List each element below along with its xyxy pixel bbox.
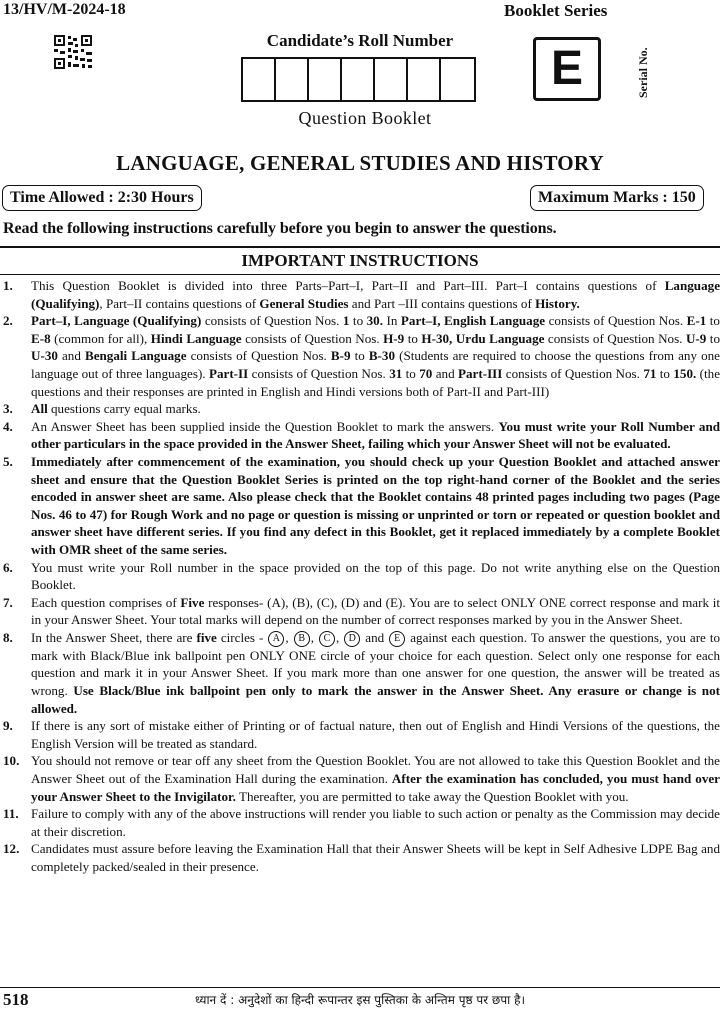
instruction-text: Thereafter, you are permitted to take away the Question Booklet with you. <box>235 788 629 804</box>
read-instructions-notice: Read the following instructions carefully before you begin to answer the questions. <box>3 220 557 237</box>
instruction-text: (the questions and their responses are printed in English and Hindi versions both of Part-II and Part-III) <box>31 365 720 399</box>
instruction-text: 70 <box>419 365 433 381</box>
instruction-text: and <box>432 365 458 381</box>
instruction-number: 3. <box>3 401 13 417</box>
answer-circle-icon: B <box>294 631 310 647</box>
instruction-text: B-9 <box>330 348 351 364</box>
instruction-text: to <box>706 313 720 329</box>
instruction-text: H-9 <box>383 330 405 346</box>
instruction-number: 10. <box>3 753 20 769</box>
instruction-item <box>0 717 720 752</box>
instruction-item <box>0 840 720 875</box>
instruction-text: (common for all), <box>50 330 151 346</box>
instruction-number: 8. <box>3 629 13 645</box>
instruction-item <box>0 453 720 559</box>
instruction-text: This Question Booklet is divided into three Parts–Part–I, Part–II and Part–III. Part–I contains questions of <box>31 278 665 293</box>
instruction-text: In <box>383 313 401 329</box>
instruction-text: B-30 <box>368 348 396 364</box>
instruction-text: consists of Question Nos. <box>201 313 343 329</box>
question-booklet-label: Question Booklet <box>298 108 432 128</box>
roll-digit-box[interactable] <box>276 59 309 100</box>
instruction-text: Failure to comply with any of the above instructions will render you liable to such action or penalty as the Commission may decide at their discretion. <box>31 806 720 839</box>
instruction-text: , <box>285 629 293 645</box>
instruction-text: Use Black/Blue ink ballpoint pen only to mark the answer in the Answer Sheet. Any erasure or change is not allowed. <box>31 683 720 716</box>
instruction-text: You should not remove or tear off any sheet from the Question Booklet. You are not allowed to take this Question Booklet and the Answer Sheet out of the Examination Hall during the examination. <box>31 753 720 787</box>
instruction-text: to <box>656 365 674 381</box>
roll-digit-box[interactable] <box>408 59 441 100</box>
instruction-text: U-30 <box>31 348 58 364</box>
serial-number-area <box>634 28 658 100</box>
answer-circle-icon: A <box>268 631 284 647</box>
instruction-text: Five <box>180 594 205 610</box>
instruction-text: 31 <box>389 365 403 381</box>
instruction-text: Hindi Language <box>150 330 242 346</box>
booklet-series-label: Booklet Series <box>504 1 608 20</box>
instruction-text: U-9 <box>685 330 707 346</box>
instructions-list <box>0 277 720 876</box>
roll-digit-box[interactable] <box>375 59 408 100</box>
instruction-text: consists of Question Nos. <box>186 348 331 364</box>
time-allowed-badge: Time Allowed : 2:30 Hours <box>2 185 202 211</box>
roll-digit-box[interactable] <box>243 59 276 100</box>
instruction-text: Part–I, English Language <box>400 313 546 329</box>
answer-circle-icon: E <box>389 631 405 647</box>
instruction-text: You must write your Roll Number and other particulars in the space provided in the Answer Sheet, failing which your Answer Sheet will not be evaluated. <box>31 418 720 452</box>
instruction-item <box>0 594 720 629</box>
hindi-translation-note: ध्यान दें : अनुदेशों का हिन्दी रूपान्तर इस पुस्तिका के अन्तिम पृष्ठ पर छपा है। <box>194 993 526 1007</box>
instruction-number: 5. <box>3 453 13 469</box>
instruction-text: consists of Question Nos. <box>502 365 644 381</box>
instruction-text: E-8 <box>31 330 51 346</box>
instruction-item <box>0 752 720 805</box>
divider <box>0 246 720 248</box>
instruction-text: against each question. To answer the questions, you are to mark with Black/Blue ink ballpoint pen ONLY ONE circle of your choice for each question. Select only one response for each question and mark it in your Answer Sheet. If you mark more than one answer for one question, the answer will be treated as wrong. <box>31 629 720 699</box>
instruction-text: You must write your Roll number in the space provided on the top of this page. Do not write anything else on the Question Booklet. <box>31 559 720 593</box>
instruction-text: responses- (A), (B), (C), (D) and (E). You are to select ONLY ONE correct response and mark it in your Answer Sheet. Your total marks will depend on the number of correct responses marked by you in the Answer Sheet. <box>31 594 720 628</box>
instruction-text: and <box>57 348 85 364</box>
instruction-text: Bengali Language <box>84 348 187 364</box>
instruction-text: Candidates must assure before leaving the Examination Hall that their Answer Sheets will be kept in Self Adhesive LDPE Bag and completely packed/sealed in their presence. <box>31 841 720 874</box>
instruction-text: History. <box>535 295 580 311</box>
instruction-number: 2. <box>3 313 13 329</box>
instruction-number: 12. <box>3 841 20 857</box>
instruction-text: consists of Question Nos. <box>544 330 686 346</box>
instruction-text: and Part –III contains questions of <box>348 295 536 311</box>
instruction-text: to <box>404 330 422 346</box>
instruction-text: 30. <box>366 313 383 329</box>
instruction-text: to <box>350 348 369 364</box>
instruction-text: E-1 <box>686 313 707 329</box>
page-number: 518 <box>3 990 29 1009</box>
instruction-text: and <box>361 629 389 645</box>
instruction-text: to <box>402 365 420 381</box>
instruction-number: 7. <box>3 594 13 610</box>
instruction-item <box>0 805 720 840</box>
instruction-text: to <box>706 330 720 346</box>
instruction-text: Immediately after commencement of the examination, you should check up your Question Booklet and attached answer sheet and ensure that the Question Booklet Series is printed on the top right-hand corner of the Booklet and the series encoded in answer sheet are same. Also please check that the Booklet contains 48 printed pages including two pages (Page Nos. 46 to 47) for Rough Work and no page or question is missing or unprinted or torn or repeated or question booklet and answer sheet have different series. If you find any defect in this Booklet, get it replaced immediately by a complete Booklet with OMR sheet of the same series. <box>31 453 720 557</box>
instruction-number: 1. <box>3 278 13 293</box>
instruction-text: 150. <box>673 365 697 381</box>
instruction-item <box>0 400 720 418</box>
instruction-text: (Students are required to choose the questions from any one language out of three languages). <box>31 348 720 381</box>
roll-number-boxes <box>241 57 476 102</box>
instruction-number: 9. <box>3 718 13 734</box>
instruction-text: In the Answer Sheet, there are <box>31 629 197 645</box>
instruction-text: After the examination has concluded, you must hand over your Answer Sheet to the Invigilator. <box>31 771 720 804</box>
page-title: LANGUAGE, GENERAL STUDIES AND HISTORY <box>116 151 604 175</box>
instruction-text: Part-III <box>458 365 503 381</box>
instruction-text: five <box>196 629 217 645</box>
paper-code: 13/HV/M-2024-18 <box>3 1 126 18</box>
instruction-text: consists of Question Nos. <box>545 313 687 329</box>
instruction-text: 71 <box>643 365 657 381</box>
maximum-marks-badge: Maximum Marks : 150 <box>530 185 704 211</box>
instruction-number: 4. <box>3 418 13 434</box>
roll-digit-box[interactable] <box>309 59 342 100</box>
instruction-text: H-30, Urdu Language <box>421 330 545 346</box>
divider <box>0 274 720 275</box>
series-letter-box: E <box>533 37 601 101</box>
instruction-text: , <box>336 629 344 645</box>
instruction-text: , Part–II contains questions of <box>99 295 260 311</box>
instruction-item <box>0 277 720 312</box>
instruction-item <box>0 312 720 400</box>
instruction-text: consists of Question Nos. <box>241 330 384 346</box>
instruction-number: 6. <box>3 559 13 575</box>
serial-number-label: Serial No. <box>636 47 650 98</box>
answer-circle-icon: C <box>319 631 335 647</box>
instruction-text: consists of Question Nos. <box>248 365 390 381</box>
instruction-text: Language (Qualifying) <box>31 278 720 311</box>
instruction-item <box>0 418 720 453</box>
instruction-item <box>0 559 720 594</box>
instruction-text: Part-II <box>208 365 249 381</box>
instruction-text: 1 <box>342 313 350 329</box>
instruction-text: An Answer Sheet has been supplied inside the Question Booklet to mark the answers. <box>31 418 499 434</box>
instruction-text: , <box>310 629 318 645</box>
instruction-text: If there is any sort of mistake either of Printing or of factual nature, then out of English and Hindi Versions of the questions, the English Version will be treated as standard. <box>31 718 720 751</box>
instruction-text: circles - <box>216 629 268 645</box>
instruction-text: to <box>349 313 367 329</box>
divider <box>0 987 720 988</box>
instruction-text: All <box>31 401 48 417</box>
instruction-text: Part–I, Language (Qualifying) <box>31 313 202 329</box>
instruction-text: questions carry equal marks. <box>47 401 201 417</box>
instruction-text: Each question comprises of <box>31 594 181 610</box>
instruction-text: General Studies <box>259 295 349 311</box>
instructions-heading: IMPORTANT INSTRUCTIONS <box>241 251 479 270</box>
roll-digit-box[interactable] <box>342 59 375 100</box>
roll-digit-box[interactable] <box>441 59 474 100</box>
instruction-number: 11. <box>3 806 19 822</box>
instruction-item <box>0 629 720 717</box>
roll-number-label: Candidate’s Roll Number <box>266 31 454 50</box>
qr-code-icon <box>51 34 95 70</box>
answer-circle-icon: D <box>344 631 360 647</box>
